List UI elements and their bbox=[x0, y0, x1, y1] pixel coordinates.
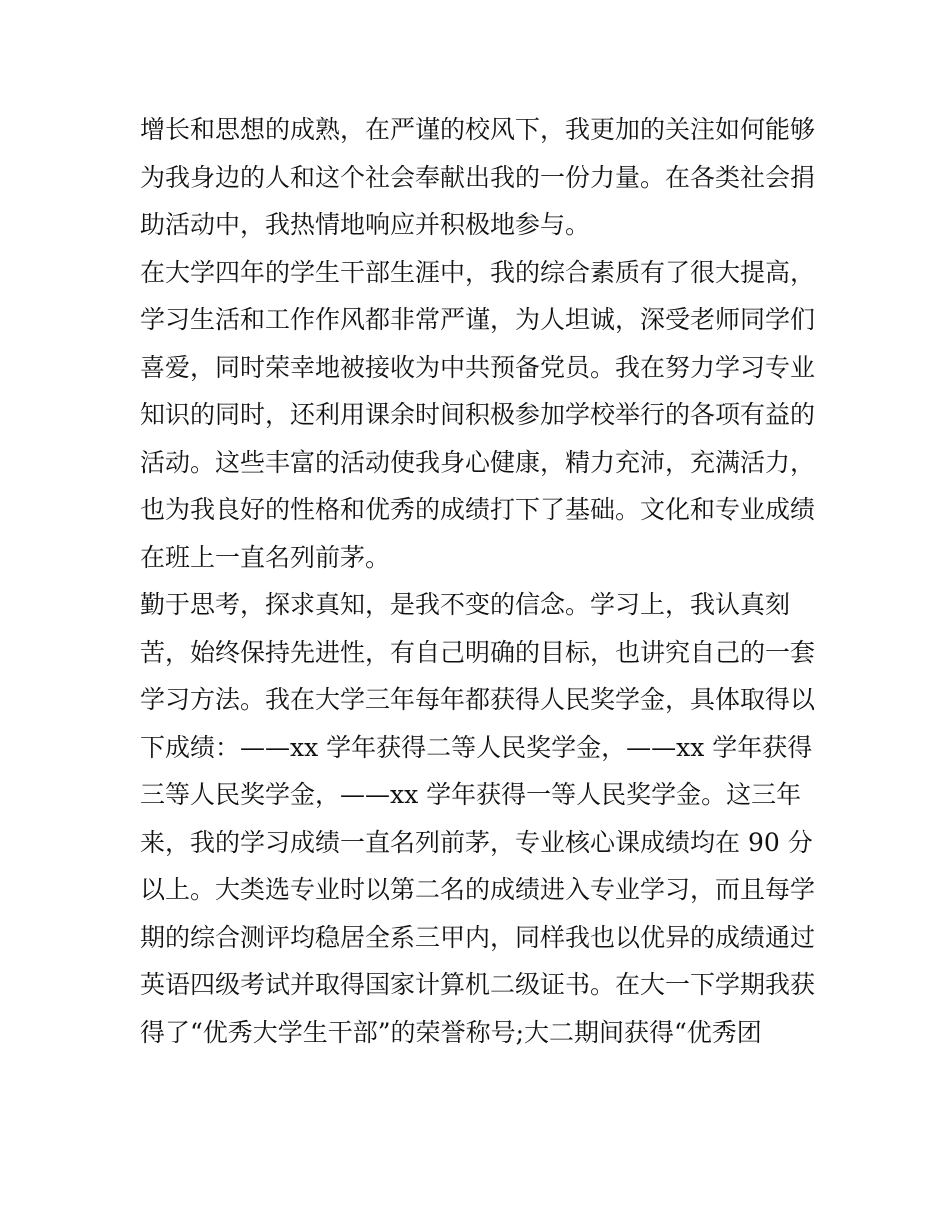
text-line: 得了“优秀大学生干部”的荣誉称号;大二期间获得“优秀团 bbox=[140, 1017, 762, 1047]
text-line: 勤于思考，探求真知，是我不变的信念。学习上，我认真刻 bbox=[140, 590, 791, 619]
text-line: 英语四级考试并取得国家计算机二级证书。在大一下学期我获 bbox=[140, 970, 816, 999]
text-line: 在班上一直名列前茅。 bbox=[140, 542, 391, 572]
text-line: 也为我良好的性格和优秀的成绩打下了基础。文化和专业成绩 bbox=[140, 495, 816, 524]
text-line: 增长和思想的成熟，在严谨的校风下，我更加的关注如何能够 bbox=[140, 115, 816, 144]
text-line: 期的综合测评均稳居全系三甲内，同样我也以优异的成绩通过 bbox=[140, 922, 816, 952]
text-line: 以上。大类选专业时以第二名的成绩进入专业学习，而且每学 bbox=[140, 875, 816, 904]
text-line: 知识的同时，还利用课余时间积极参加学校举行的各项有益的 bbox=[140, 400, 816, 429]
text-line: 助活动中，我热情地响应并积极地参与。 bbox=[140, 210, 591, 239]
document-body bbox=[140, 106, 820, 1056]
text-line: 喜爱，同时荣幸地被接收为中共预备党员。我在努力学习专业 bbox=[140, 352, 816, 382]
text-line: 活动。这些丰富的活动使我身心健康，精力充沛，充满活力， bbox=[140, 447, 816, 477]
text-line: 学习生活和工作作风都非常严谨，为人坦诚，深受老师同学们 bbox=[140, 305, 816, 334]
text-line: 三等人民奖学金，——xx 学年获得一等人民奖学金。这三年 bbox=[140, 780, 802, 809]
text-line: 在大学四年的学生干部生涯中，我的综合素质有了很大提高， bbox=[140, 257, 816, 287]
text-line: 来，我的学习成绩一直名列前茅，专业核心课成绩均在 90 分 bbox=[140, 827, 813, 857]
text-line: 学习方法。我在大学三年每年都获得人民奖学金，具体取得以 bbox=[140, 685, 816, 714]
text-line: 下成绩：——xx 学年获得二等人民奖学金，——xx 学年获得 bbox=[140, 732, 813, 762]
text-line: 为我身边的人和这个社会奉献出我的一份力量。在各类社会捐 bbox=[140, 162, 816, 192]
text-line: 苦，始终保持先进性，有自己明确的目标，也讲究自己的一套 bbox=[140, 637, 816, 667]
